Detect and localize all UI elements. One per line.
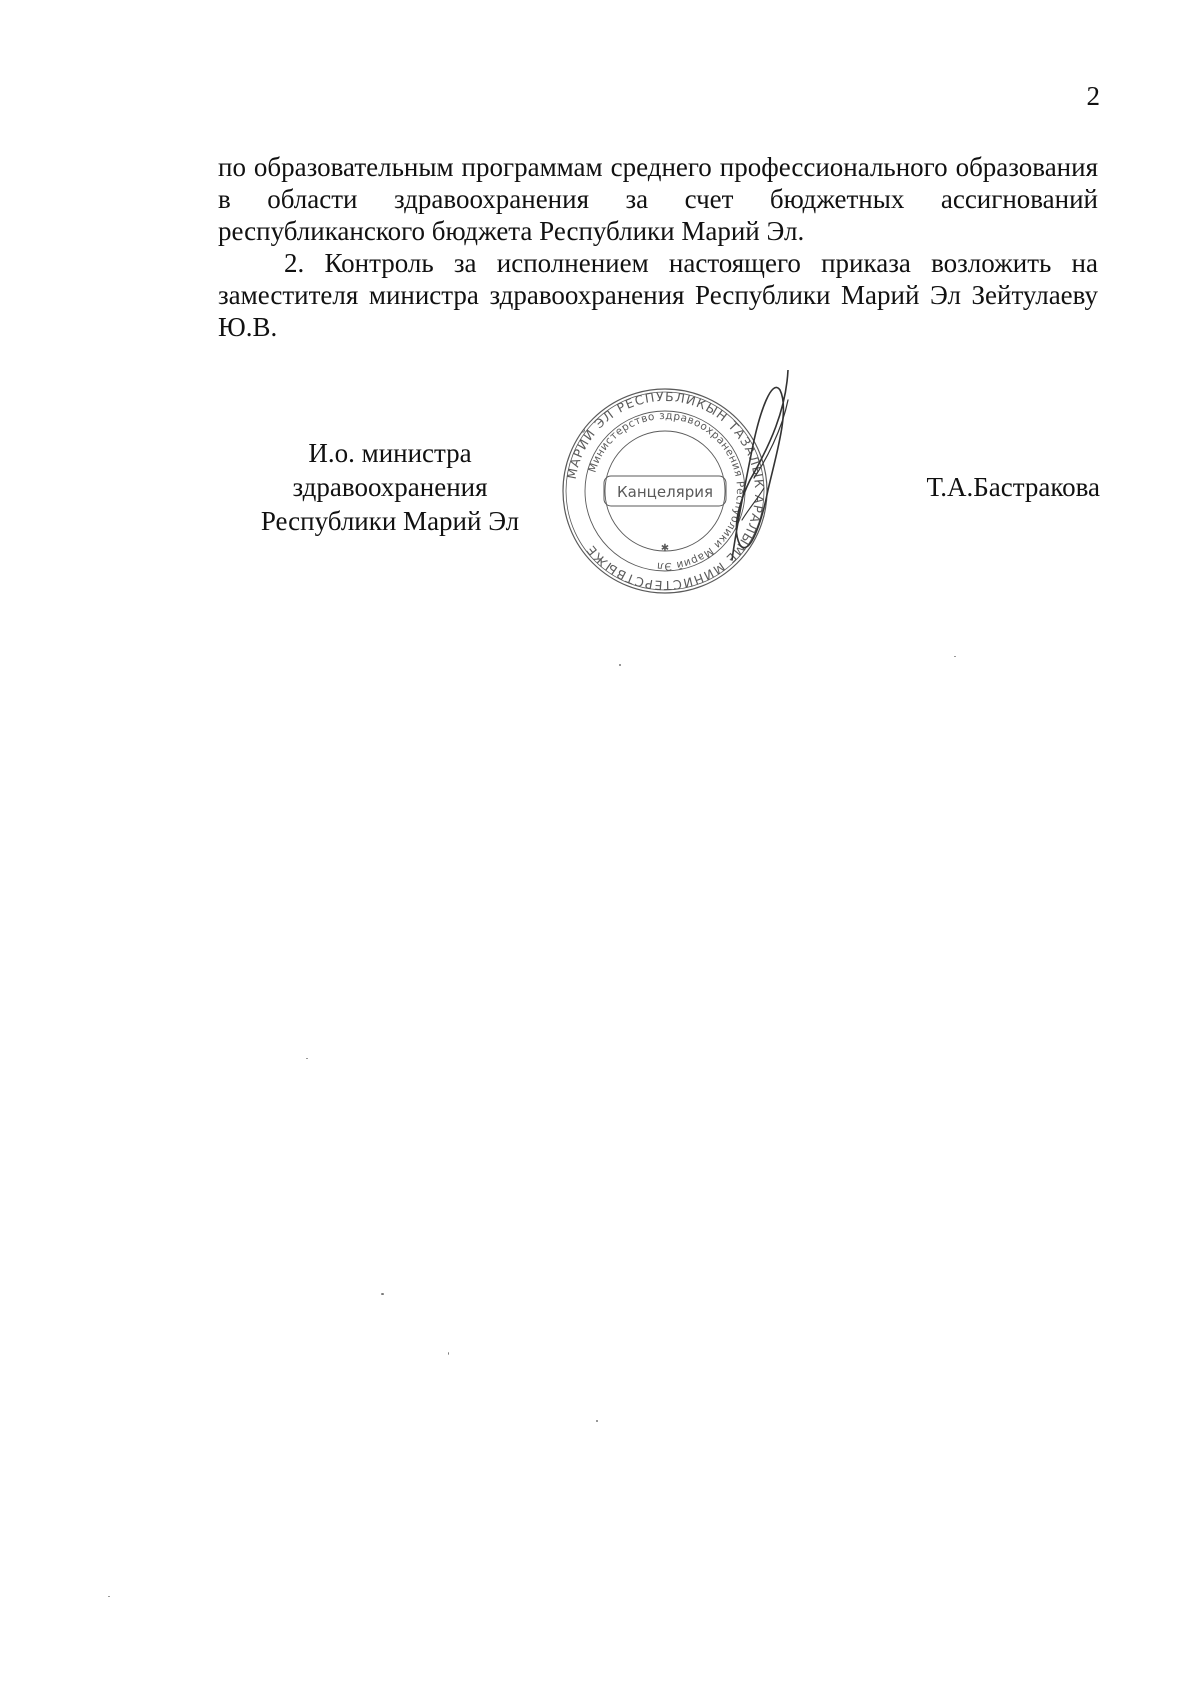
signer-name: Т.А.Бастракова xyxy=(926,472,1100,502)
scan-speck xyxy=(619,664,621,666)
signer-title-line: И.о. министра xyxy=(308,438,472,468)
page-number: 2 xyxy=(1086,81,1100,111)
scan-speck xyxy=(108,1596,110,1597)
paragraph-control: 2. Контроль за исполнением настоящего приказа возложить на заместителя министра здравоохранения Республики Марий Эл Зейтулаеву Ю.В. xyxy=(218,248,1098,342)
seal-inner-text: Министерство здравоохранения Республики Марий Эл xyxy=(586,409,747,573)
signature-block xyxy=(0,0,1200,700)
signer-title-line: здравоохранения xyxy=(292,472,488,502)
seal-center-text: Канцелярия xyxy=(617,483,713,501)
paragraph-continuation: по образовательным программам среднего профессионального образования в области здравоохранения за счет бюджетных ассигнований республиканского бюджета Республики Марий Эл. xyxy=(218,152,1098,246)
scan-speck xyxy=(596,1420,598,1422)
handwritten-signature xyxy=(730,370,850,570)
signer-title-line: Республики Марий Эл xyxy=(260,506,520,536)
scan-speck xyxy=(448,1352,449,1355)
seal-star-icon: ✱ xyxy=(660,543,670,554)
scan-speck xyxy=(381,1293,384,1295)
scan-speck xyxy=(954,656,956,657)
scan-speck xyxy=(306,1058,308,1059)
seal-outer-text: МАРИЙ ЭЛ РЕСПУБЛИКЫН ТАЗАЛЫК АРАЛЫМЕ МИНИСТЕРСТВЫЖЕ xyxy=(563,388,768,594)
signer-title xyxy=(240,436,540,538)
